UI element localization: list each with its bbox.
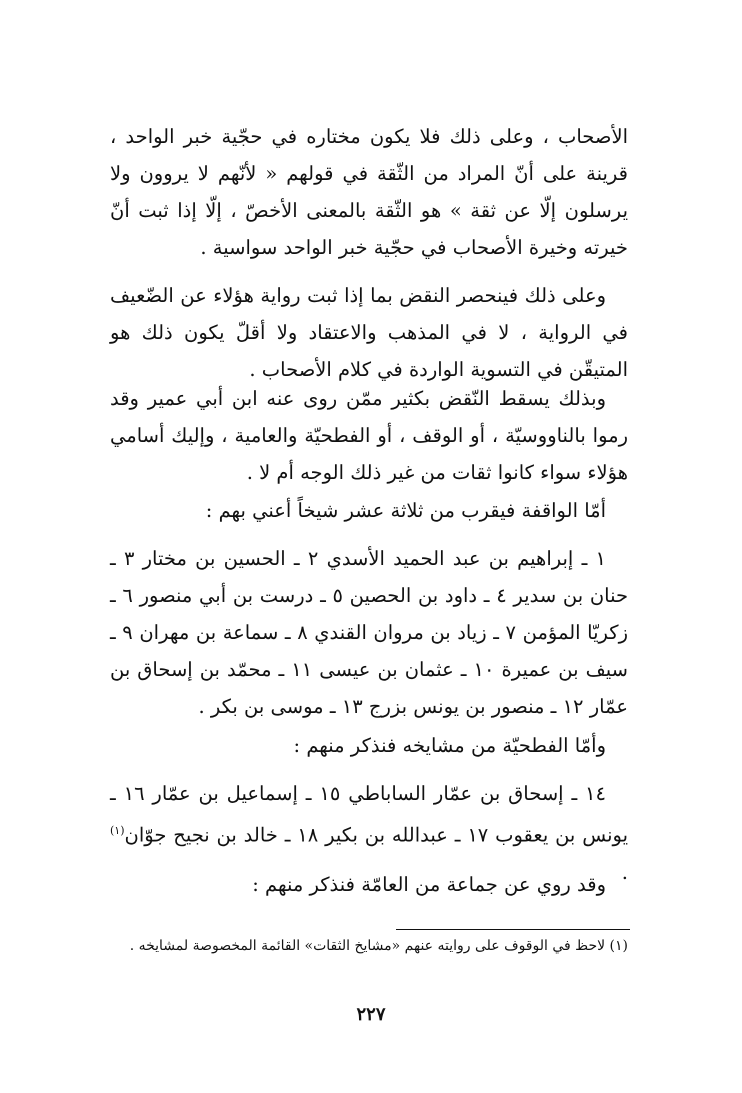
footnote-marker[interactable]: (١) (110, 824, 125, 837)
body-text-5 (110, 540, 628, 725)
footnote-divider (396, 929, 630, 930)
body-text-2 (110, 277, 628, 388)
paragraph-fathiyya-intro: وأمّا الفطحيّة من مشايخه فنذكر منهم : (293, 734, 606, 757)
page-number: ٢٢٧ (356, 1004, 386, 1025)
paragraph-amma-intro: وقد روي عن جماعة من العامّة فنذكر منهم : (252, 873, 606, 896)
waqifa-list: ١ ـ إبراهيم بن عبد الحميد الأسدي ٢ ـ الحسين بن مختار ٣ ـ حنان بن سدير ٤ ـ داود بن الحصين ٥ ـ درست بن أبي منصور ٦ ـ زكريّا المؤمن ٧ ـ زياد بن مروان القندي ٨ ـ سماعة بن مهران ٩ ـ سيف بن عميرة ١٠ ـ عثمان بن عيسى ١١ ـ محمّد بن إسحاق بن عمّار ١٢ ـ منصور بن يونس بزرج ١٣ ـ موسى بن بكر . (110, 547, 629, 718)
paragraph-2: وعلى ذلك فينحصر النقض بما إذا ثبت رواية هؤلاء عن الضّعيف في الرواية ، لا في المذهب والاعتقاد ولا أقلّ يكون ذلك هو المتيقّن في التسوية الواردة في كلام الأصحاب . (110, 284, 628, 381)
fathiyya-list-end: . (621, 860, 628, 884)
paragraph-3: وبذلك يسقط النّقض بكثير ممّن روى عنه ابن أبي عمير وقد رموا بالناووسيّة ، أو الوقف ، أو الفطحيّة والعامية ، وإليك أسامي هؤلاء سواء كانوا ثقات من غير ذلك الوجه أم لا . (110, 387, 628, 484)
fathiyya-list-text: ١٤ ـ إسحاق بن عمّار الساباطي ١٥ ـ إسماعيل بن عمّار ١٦ ـ يونس بن يعقوب ١٧ ـ عبدالله بن بكير ١٨ ـ خالد بن نجيح جوّان (110, 782, 628, 847)
footnote: (١) لاحظ في الوقوف على روايته عنهم «مشايخ الثقات» القائمة المخصوصة لمشايخه . (129, 938, 628, 954)
paragraph-waqifa-intro: أمّا الواقفة فيقرب من ثلاثة عشر شيخاً أعني بهم : (205, 499, 606, 522)
body-text-4 (110, 492, 628, 529)
body-text-6 (110, 727, 628, 764)
paragraph-1: الأصحاب ، وعلى ذلك فلا يكون مختاره في حجّية خبر الواحد ، قرينة على أنّ المراد من الثّقة في قولهم « لأنّهم لا يروون ولا يرسلون إلّا عن ثقة » هو الثّقة بالمعنى الأخصّ ، إلّا إذا ثبت أنّ خيرته وخيرة الأصحاب في حجّية خبر الواحد سواسية . (110, 125, 628, 259)
body-text (110, 118, 628, 266)
body-text-8 (110, 866, 628, 903)
body-text-3 (110, 380, 628, 491)
